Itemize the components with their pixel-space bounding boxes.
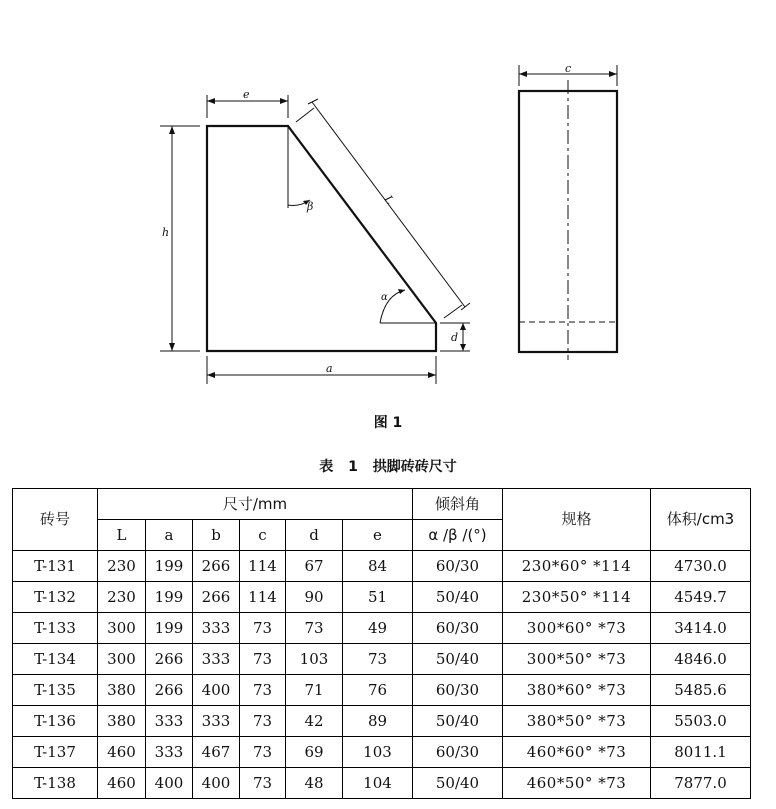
table-cell: 73 [240,737,286,768]
table-cell: 300 [98,644,146,675]
label-e: e [243,88,250,101]
header-code: 砖号 [13,489,98,551]
table-cell: 69 [286,737,343,768]
table-row [13,675,751,706]
table-cell: T-136 [13,706,98,737]
label-l: L [381,192,397,207]
table-cell: 76 [343,675,413,706]
table-cell: 300 [98,613,146,644]
table-cell: 114 [240,582,286,613]
table-cell: 199 [146,551,193,582]
table-cell: 300*50° *73 [503,644,651,675]
header-b: b [193,520,240,551]
table-row [13,582,751,613]
table-cell: 50/40 [413,582,503,613]
header-a: a [146,520,193,551]
table-cell: 400 [193,768,240,799]
table-cell: 73 [240,644,286,675]
table-cell: T-132 [13,582,98,613]
table-cell: 114 [240,551,286,582]
table-cell: 380*60° *73 [503,675,651,706]
table-cell: 460*50° *73 [503,768,651,799]
table-cell: 333 [146,737,193,768]
table-cell: 300*60° *73 [503,613,651,644]
table-caption: 表 1 拱脚砖砖尺寸 [319,459,457,475]
table-cell: 199 [146,582,193,613]
table-cell: 460*60° *73 [503,737,651,768]
table-cell: 50/40 [413,706,503,737]
figure-caption: 图 1 [373,415,403,431]
table-cell: 103 [286,644,343,675]
table-cell: 67 [286,551,343,582]
table-cell: 103 [343,737,413,768]
table-cell: 51 [343,582,413,613]
header-e: e [343,520,413,551]
table-cell: 230*50° *114 [503,582,651,613]
brick-drawing [0,0,776,400]
table-cell: 333 [193,706,240,737]
dimension-table [12,488,751,799]
table-cell: 71 [286,675,343,706]
header-spec: 规格 [503,489,651,551]
table-cell: 5485.6 [651,675,751,706]
table-cell: 230*60° *114 [503,551,651,582]
table-cell: 89 [343,706,413,737]
table-cell: 60/30 [413,613,503,644]
table-cell: 73 [240,675,286,706]
table-cell: 60/30 [413,737,503,768]
table-row [13,644,751,675]
table-cell: 230 [98,551,146,582]
table-cell: 380 [98,706,146,737]
table-cell: 460 [98,768,146,799]
table-cell: 50/40 [413,644,503,675]
table-cell: 333 [193,613,240,644]
header-volume: 体积/cm3 [651,489,751,551]
table-cell: 7877.0 [651,768,751,799]
table-cell: T-133 [13,613,98,644]
table-cell: T-137 [13,737,98,768]
table-cell: 73 [343,644,413,675]
table-cell: 266 [146,644,193,675]
label-h: h [162,226,170,239]
table-cell: 4549.7 [651,582,751,613]
table-cell: 199 [146,613,193,644]
table-cell: 73 [286,613,343,644]
table-row [13,613,751,644]
header-angle-units: α /β /(°) [413,520,503,551]
table-cell: T-135 [13,675,98,706]
table-cell: 5503.0 [651,706,751,737]
table-row [13,768,751,799]
table-cell: 48 [286,768,343,799]
table-cell: 333 [193,644,240,675]
table-cell: 90 [286,582,343,613]
table-cell: 230 [98,582,146,613]
table-cell: T-131 [13,551,98,582]
table-cell: T-138 [13,768,98,799]
table-cell: 104 [343,768,413,799]
label-d: d [451,331,459,344]
table-cell: 266 [193,582,240,613]
table-cell: 60/30 [413,675,503,706]
table-cell: 333 [146,706,193,737]
table-cell: 380*50° *73 [503,706,651,737]
label-a: a [326,362,333,375]
label-beta: β [307,200,314,213]
table-cell: 73 [240,706,286,737]
table-cell: 49 [343,613,413,644]
header-c: c [240,520,286,551]
table-cell: 73 [240,613,286,644]
header-l: L [98,520,146,551]
table-cell: 8011.1 [651,737,751,768]
table-cell: 3414.0 [651,613,751,644]
table-cell: 400 [193,675,240,706]
table-cell: 266 [193,551,240,582]
table-row [13,706,751,737]
table-cell: T-134 [13,644,98,675]
table-row [13,551,751,582]
table-cell: 60/30 [413,551,503,582]
table-row [13,737,751,768]
label-alpha: α [381,292,388,303]
table-cell: 467 [193,737,240,768]
header-angle: 倾斜角 [413,489,503,520]
header-d: d [286,520,343,551]
table-cell: 42 [286,706,343,737]
table-cell: 400 [146,768,193,799]
table-cell: 84 [343,551,413,582]
table-cell: 73 [240,768,286,799]
label-c: c [565,62,572,75]
table-cell: 266 [146,675,193,706]
table-cell: 460 [98,737,146,768]
table-cell: 50/40 [413,768,503,799]
header-size: 尺寸/mm [98,489,413,520]
brick-side-outline [207,126,436,351]
table-cell: 380 [98,675,146,706]
table-cell: 4846.0 [651,644,751,675]
table-cell: 4730.0 [651,551,751,582]
